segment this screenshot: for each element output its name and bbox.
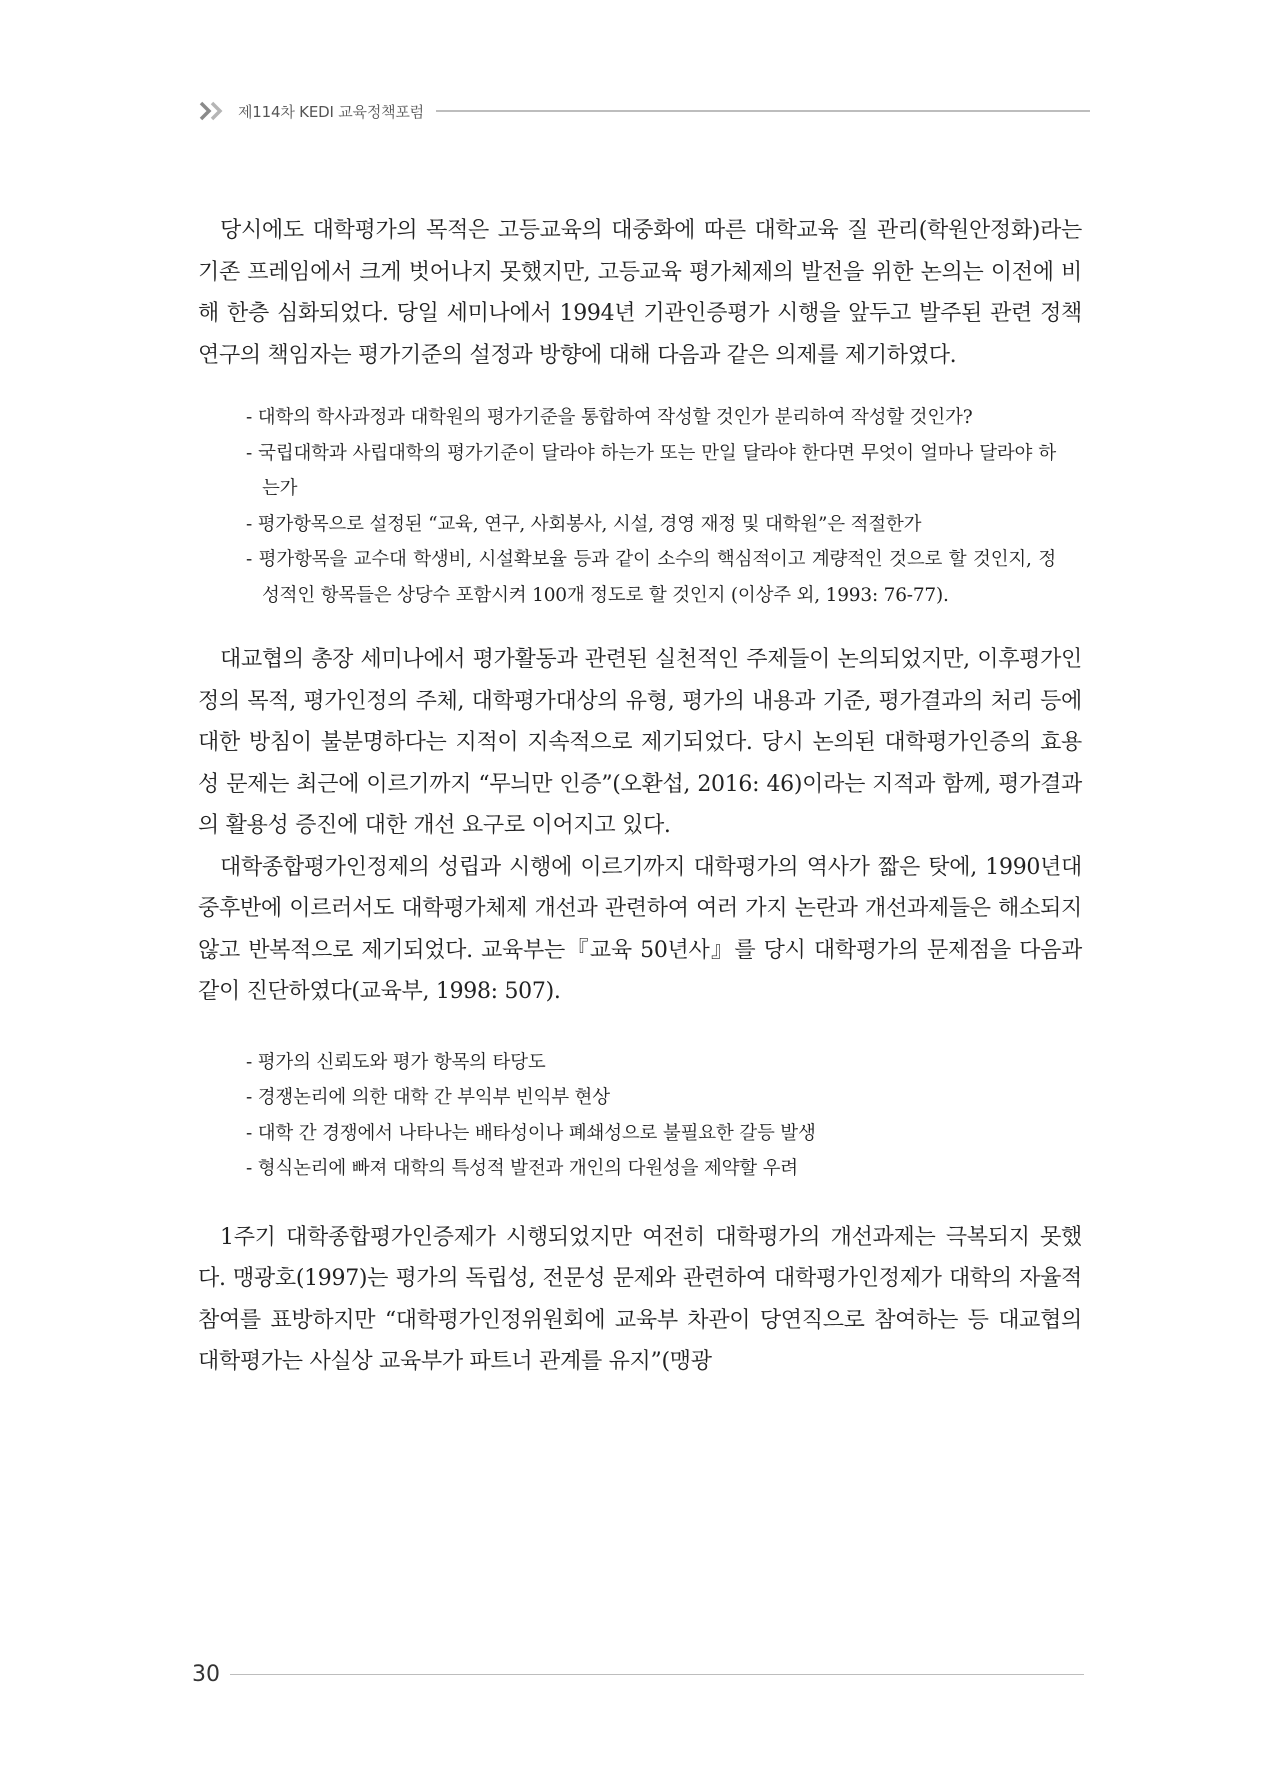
list-item: - 대학의 학사과정과 대학원의 평가기준을 통합하여 작성할 것인가 분리하여 작성할 것인가? [246,407,973,428]
list-item: - 대학 간 경쟁에서 나타나는 배타성이나 폐쇄성으로 불필요한 갈등 발생 [246,1122,816,1144]
paragraph-4: 1주기 대학종합평가인증제가 시행되었지만 여전히 대학평가의 개선과제는 극복되지 못했다. 맹광호(1997)는 평가의 독립성, 전문성 문제와 관련하여 대학평가인정제가 대학의 자율적 참여를 표방하지만 “대학평가인정위원회에 교육부 차관이 당연직으로 참여하는 등 대교협의 대학평가는 사실상 교육부가 파트너 관계를 유지”(맹광 [198,1224,1082,1374]
header-divider [436,110,1090,112]
list-item: - 형식논리에 빠져 대학의 특성적 발전과 개인의 다원성을 제약할 우려 [246,1158,798,1179]
paragraph-3: 대학종합평가인정제의 성립과 시행에 이르기까지 대학평가의 역사가 짧은 탓에, 1990년대 중후반에 이르러서도 대학평가체제 개선과 관련하여 여러 가지 논란과 개선과제들은 해소되지 않고 반복적으로 제기되었다. 교육부는『교육 50년사』를 당시 대학평가의 문제점을 다음과 같이 진단하였다(교육부, 1998: 507). [198,854,1082,1004]
page-body [198,210,1082,1383]
running-header [198,96,1090,126]
problem-list [222,1045,1056,1187]
double-chevron-right-icon [198,100,228,122]
footer-divider [230,1674,1084,1675]
list-item: - 평가항목으로 설정된 “교육, 연구, 사회봉사, 시설, 경영 재정 및 대학원”은 적절한가 [246,513,922,535]
list-item: - 평가의 신뢰도와 평가 항목의 타당도 [246,1051,546,1073]
list-item: - 평가항목을 교수대 학생비, 시설확보율 등과 같이 소수의 핵심적이고 계량적인 것으로 할 것인지, 정성적인 항목들은 상당수 포함시켜 100개 정도로 할 것인지 (이상주 외, 1993: 76-77). [246,549,1056,606]
list-item: - 경쟁논리에 의한 대학 간 부익부 빈익부 현상 [246,1087,610,1108]
list-item: - 국립대학과 사립대학의 평가기준이 달라야 하는가 또는 만일 달라야 한다면 무엇이 얼마나 달라야 하는가 [246,442,1056,499]
paragraph-2: 대교협의 총장 세미나에서 평가활동과 관련된 실천적인 주제들이 논의되었지만, 이후평가인정의 목적, 평가인정의 주체, 대학평가대상의 유형, 평가의 내용과 기준, 평가결과의 처리 등에 대한 방침이 불분명하다는 지적이 지속적으로 제기되었다. 당시 논의된 대학평가인증의 효용성 문제는 최근에 이르기까지 “무늬만 인증”(오환섭, 2016: 46)이라는 지적과 함께, 평가결과의 활용성 증진에 대한 개선 요구로 이어지고 있다. [198,647,1082,838]
page-number: 30 [192,1661,220,1687]
page-footer [192,1656,1084,1692]
paragraph-1: 당시에도 대학평가의 목적은 고등교육의 대중화에 따른 대학교육 질 관리(학원안정화)라는 기존 프레임에서 크게 벗어나지 못했지만, 고등교육 평가체제의 발전을 위한 논의는 이전에 비해 한층 심화되었다. 당일 세미나에서 1994년 기관인증평가 시행을 앞두고 발주된 관련 정책연구의 책임자는 평가기준의 설정과 방향에 대해 다음과 같은 의제를 제기하였다. [198,218,1082,368]
header-title: 제114차 KEDI 교육정책포럼 [238,102,424,121]
agenda-list [222,400,1056,613]
